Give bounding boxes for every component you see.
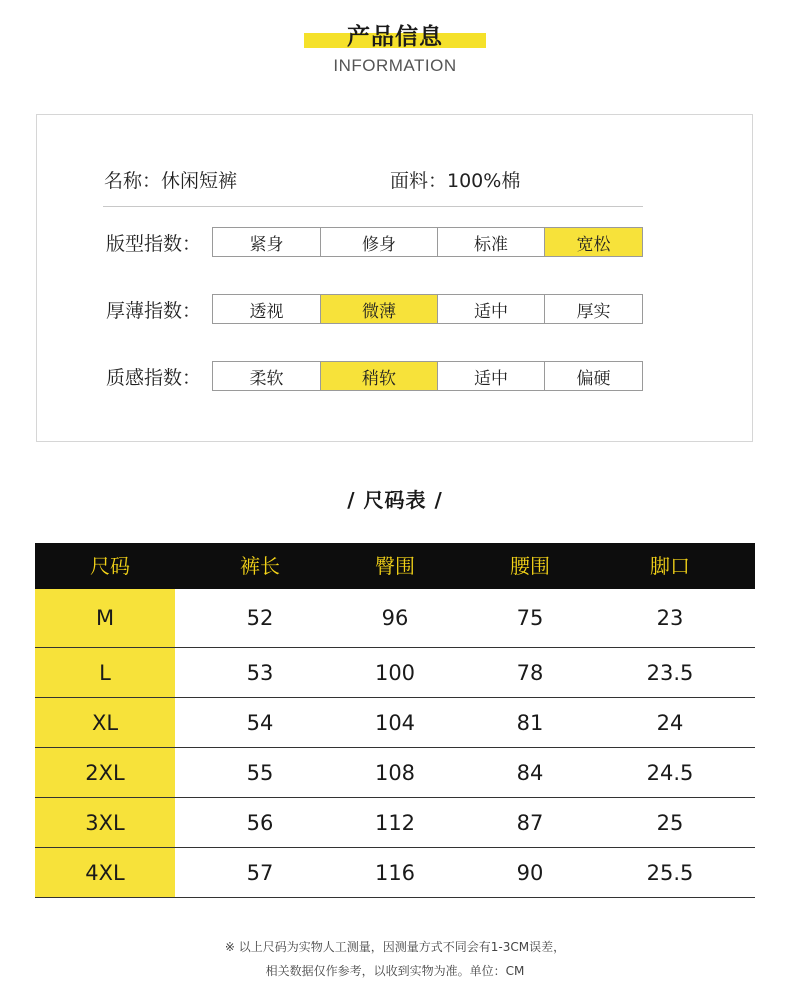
texture-index-label: 质感指数： [106,367,202,389]
table-row [35,748,755,798]
table-row [35,798,755,848]
fit-index-scale [212,227,643,257]
length-cell: 55 [246,760,274,785]
thickness-option: 透视 [213,295,321,323]
thickness-option: 适中 [438,295,545,323]
thickness-index-label: 厚薄指数： [106,300,202,322]
texture-option: 偏硬 [576,368,611,389]
column-header-length: 裤长 [240,554,280,578]
column-header-hip: 臀围 [375,554,415,578]
measurement-note: ※ 以上尺码为实物人工测量，因测量方式不同会有1-3CM误差， [224,940,566,954]
hip-cell: 100 [374,660,416,685]
leg-opening-cell: 23 [656,606,684,630]
leg-opening-cell: 25.5 [646,860,694,885]
fit-option: 标准 [438,228,545,256]
table-row [35,648,755,698]
length-cell: 54 [246,710,274,735]
section-subtitle: INFORMATION [333,56,457,75]
leg-opening-cell: 25 [656,810,684,835]
hip-cell: 96 [381,606,409,630]
length-cell: 53 [246,660,274,685]
waist-cell: 87 [516,810,544,835]
leg-opening-cell: 23.5 [646,660,694,685]
hip-cell: 112 [374,810,416,835]
waist-cell: 84 [516,760,544,785]
size-table [35,543,755,898]
product-fabric: 面料：100%棉 [390,170,521,192]
table-row [35,698,755,748]
hip-cell: 104 [374,710,416,735]
column-header-waist: 腰围 [510,554,550,578]
texture-option-selected: 稍软 [321,362,438,390]
thickness-option: 厚实 [576,301,611,322]
waist-cell: 90 [516,860,544,885]
product-name: 名称：休闲短裤 [104,170,238,192]
size-cell: 4XL [35,848,175,897]
fit-option-selected: 宽松 [545,228,642,256]
fit-option: 修身 [321,228,438,256]
leg-opening-cell: 24.5 [646,760,694,785]
texture-index-scale [212,361,643,391]
waist-cell: 81 [516,710,544,735]
fit-option: 紧身 [213,228,321,256]
size-cell: M [35,589,175,647]
length-cell: 52 [246,606,274,630]
size-chart-title: / 尺码表 / [347,488,443,512]
section-title: 产品信息 [347,24,443,50]
thickness-option-selected: 微薄 [321,295,438,323]
table-row [35,589,755,648]
texture-option: 适中 [438,362,545,390]
hip-cell: 108 [374,760,416,785]
info-divider [103,206,643,207]
size-cell: 3XL [35,798,175,847]
waist-cell: 78 [516,660,544,685]
texture-option: 柔软 [213,362,321,390]
table-header [35,543,755,589]
fit-index-label: 版型指数： [106,233,202,255]
hip-cell: 116 [374,860,416,885]
column-header-leg-opening: 脚口 [650,554,690,578]
table-row [35,848,755,898]
thickness-index-scale [212,294,643,324]
length-cell: 56 [246,810,274,835]
size-cell: L [35,648,175,697]
product-info-panel [36,114,753,442]
measurement-note-unit: 相关数据仅作参考，以收到实物为准。单位：CM [265,964,525,978]
length-cell: 57 [246,860,274,885]
size-cell: XL [35,698,175,747]
leg-opening-cell: 24 [656,710,684,735]
column-header-size: 尺码 [90,554,130,578]
size-cell: 2XL [35,748,175,797]
waist-cell: 75 [516,606,544,630]
